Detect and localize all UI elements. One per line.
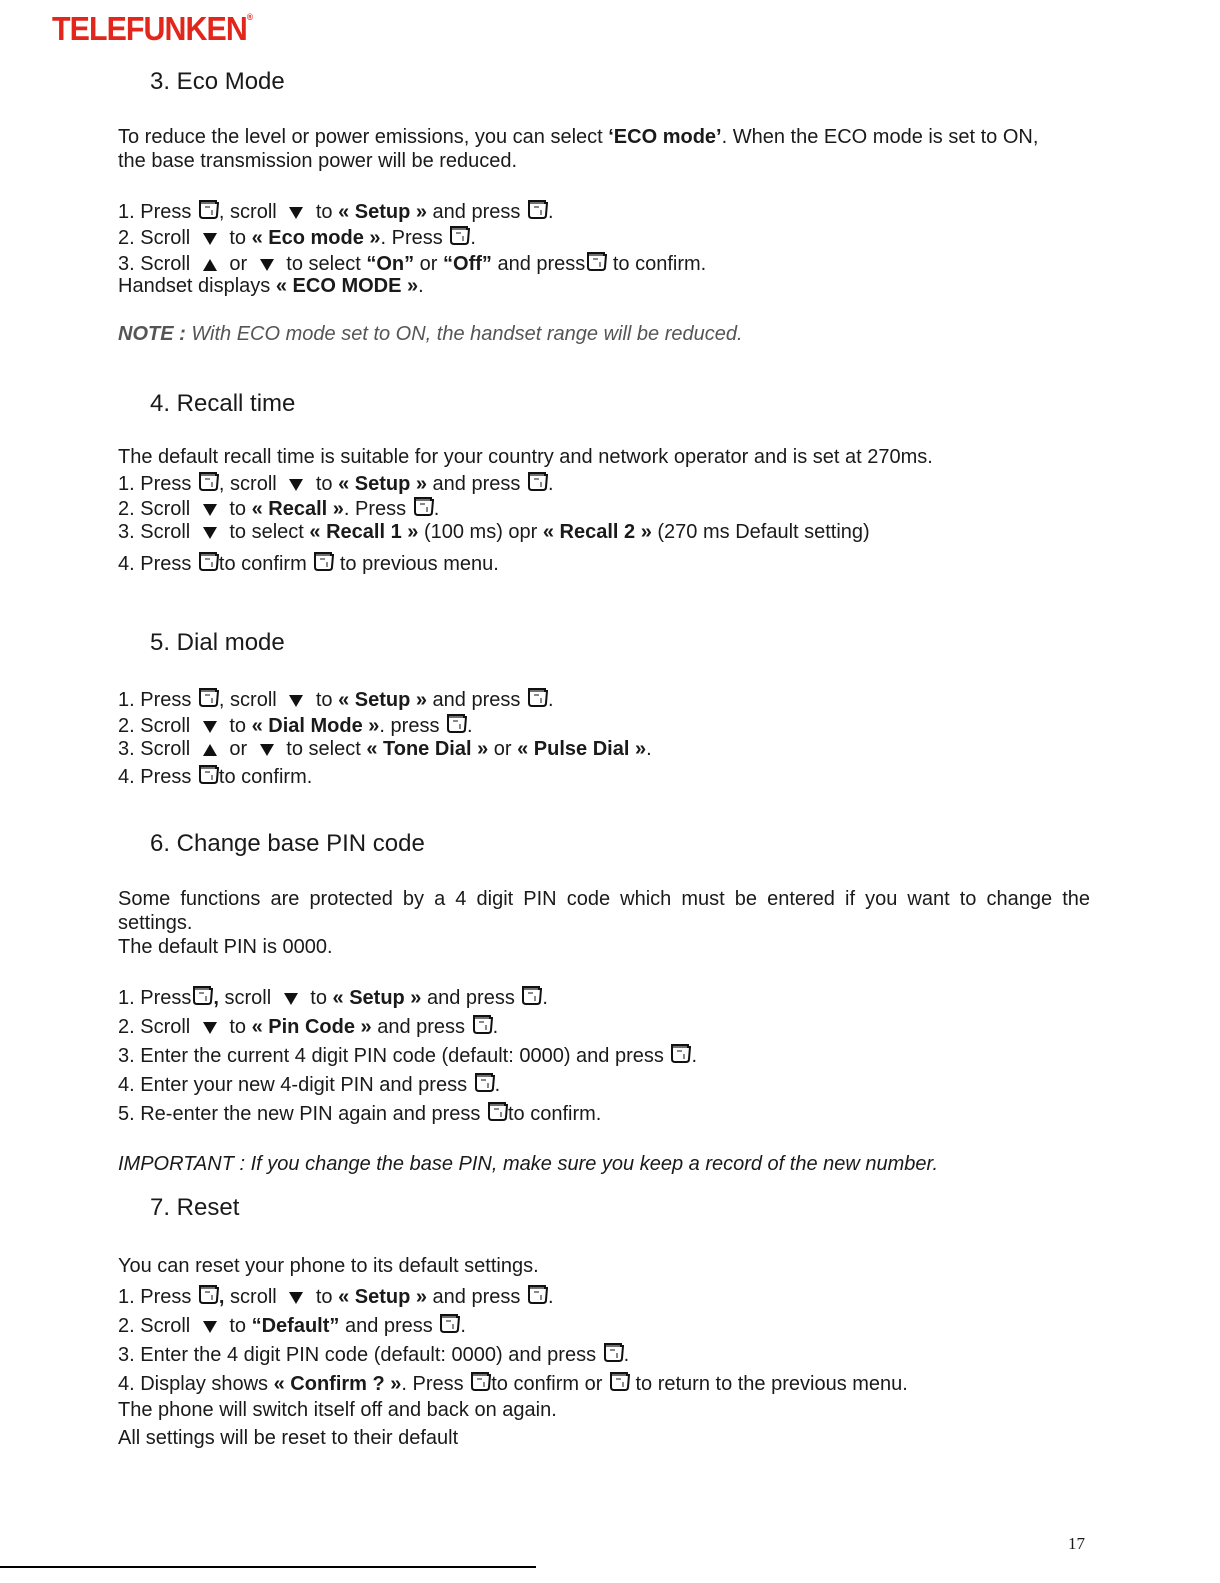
menu-key-icon <box>197 198 219 220</box>
recall-step-3: 3. Scroll to select « Recall 1 » (100 ms) opr « Recall 2 » (270 ms Default setting) <box>118 521 870 543</box>
eco-intro-line1: To reduce the level or power emissions, you can select ‘ECO mode’. When the ECO mode is set to ON, <box>118 126 1039 148</box>
reset-step-5: The phone will switch itself off and back on again. <box>118 1399 557 1421</box>
menu-key-icon <box>526 686 548 708</box>
recall-intro: The default recall time is suitable for your country and network operator and is set at 270ms. <box>118 446 933 468</box>
pin-step-3: 3. Enter the current 4 digit PIN code (default: 0000) and press . <box>118 1042 697 1068</box>
down-arrow-icon <box>200 503 220 517</box>
down-arrow-icon <box>257 258 277 272</box>
menu-key-icon <box>585 250 607 272</box>
down-arrow-icon <box>200 232 220 246</box>
dial-step-4: 4. Press to confirm. <box>118 763 312 789</box>
down-arrow-icon <box>257 743 277 757</box>
menu-key-icon <box>197 550 219 572</box>
reset-step-1: 1. Press , scroll to « Setup » and press . <box>118 1283 554 1309</box>
pin-step-5: 5. Re-enter the new PIN again and press to confirm. <box>118 1100 601 1126</box>
menu-key-icon <box>526 1283 548 1305</box>
dial-step-2: 2. Scroll to « Dial Mode ». press . <box>118 712 473 738</box>
menu-key-icon <box>197 470 219 492</box>
menu-key-icon <box>602 1341 624 1363</box>
reset-step-3: 3. Enter the 4 digit PIN code (default: 0000) and press . <box>118 1341 629 1367</box>
pin-step-4: 4. Enter your new 4-digit PIN and press . <box>118 1071 500 1097</box>
menu-key-icon <box>448 224 470 246</box>
menu-key-icon <box>412 495 434 517</box>
menu-key-icon <box>197 763 219 785</box>
section-heading-recall: 4. Recall time <box>150 390 296 417</box>
eco-step-1: 1. Press , scroll to « Setup » and press . <box>118 198 554 224</box>
down-arrow-icon <box>200 720 220 734</box>
down-arrow-icon <box>286 206 306 220</box>
footer-rule <box>0 1566 536 1568</box>
pin-step-1: 1. Press , scroll to « Setup » and press . <box>118 984 548 1010</box>
up-arrow-icon <box>200 258 220 272</box>
dial-step-1: 1. Press , scroll to « Setup » and press . <box>118 686 554 712</box>
down-arrow-icon <box>281 992 301 1006</box>
recall-step-2: 2. Scroll to « Recall ». Press . <box>118 495 439 521</box>
reset-step-4: 4. Display shows « Confirm ? ». Press to confirm or to return to the previous menu. <box>118 1370 908 1396</box>
down-arrow-icon <box>200 1021 220 1035</box>
menu-key-icon <box>197 686 219 708</box>
reset-step-2: 2. Scroll to “Default” and press . <box>118 1312 466 1338</box>
menu-key-icon <box>438 1312 460 1334</box>
pin-intro-line2: settings. <box>118 912 193 934</box>
section-heading-dial: 5. Dial mode <box>150 629 285 656</box>
menu-key-icon <box>473 1071 495 1093</box>
menu-key-icon <box>469 1370 491 1392</box>
pin-intro-line1: Some functions are protected by a 4 digit PIN code which must be entered if you want to change the <box>118 888 1090 910</box>
back-key-icon <box>312 550 334 572</box>
menu-key-icon <box>191 984 213 1006</box>
page-number: 17 <box>1068 1534 1085 1553</box>
dial-step-3: 3. Scroll or to select « Tone Dial » or « Pulse Dial ». <box>118 738 652 760</box>
pin-intro-line3: The default PIN is 0000. <box>118 936 333 958</box>
section-heading-pin: 6. Change base PIN code <box>150 830 425 857</box>
eco-step-4: Handset displays « ECO MODE ». <box>118 275 424 297</box>
eco-note: NOTE : With ECO mode set to ON, the handset range will be reduced. <box>118 323 743 345</box>
menu-key-icon <box>520 984 542 1006</box>
section-heading-eco: 3. Eco Mode <box>150 68 285 95</box>
back-key-icon <box>608 1370 630 1392</box>
eco-step-2: 2. Scroll to « Eco mode ». Press . <box>118 224 476 250</box>
down-arrow-icon <box>200 526 220 540</box>
up-arrow-icon <box>200 743 220 757</box>
pin-important-note: IMPORTANT : If you change the base PIN, make sure you keep a record of the new number. <box>118 1153 939 1175</box>
menu-key-icon <box>526 470 548 492</box>
menu-key-icon <box>526 198 548 220</box>
down-arrow-icon <box>286 1291 306 1305</box>
down-arrow-icon <box>286 694 306 708</box>
recall-step-4: 4. Press to confirm to previous menu. <box>118 550 499 576</box>
menu-key-icon <box>197 1283 219 1305</box>
menu-key-icon <box>471 1013 493 1035</box>
section-heading-reset: 7. Reset <box>150 1194 240 1221</box>
menu-key-icon <box>669 1042 691 1064</box>
recall-step-1: 1. Press , scroll to « Setup » and press . <box>118 470 554 496</box>
down-arrow-icon <box>200 1320 220 1334</box>
down-arrow-icon <box>286 478 306 492</box>
pin-step-2: 2. Scroll to « Pin Code » and press . <box>118 1013 498 1039</box>
eco-step-3: 3. Scroll or to select “On” or “Off” and press to confirm. <box>118 250 706 276</box>
brand-logo: TELEFUNKEN® <box>52 10 253 47</box>
reset-step-6: All settings will be reset to their default <box>118 1427 459 1449</box>
eco-intro-line2: the base transmission power will be reduced. <box>118 150 518 172</box>
menu-key-icon <box>445 712 467 734</box>
reset-intro: You can reset your phone to its default settings. <box>118 1255 539 1277</box>
menu-key-icon <box>486 1100 508 1122</box>
